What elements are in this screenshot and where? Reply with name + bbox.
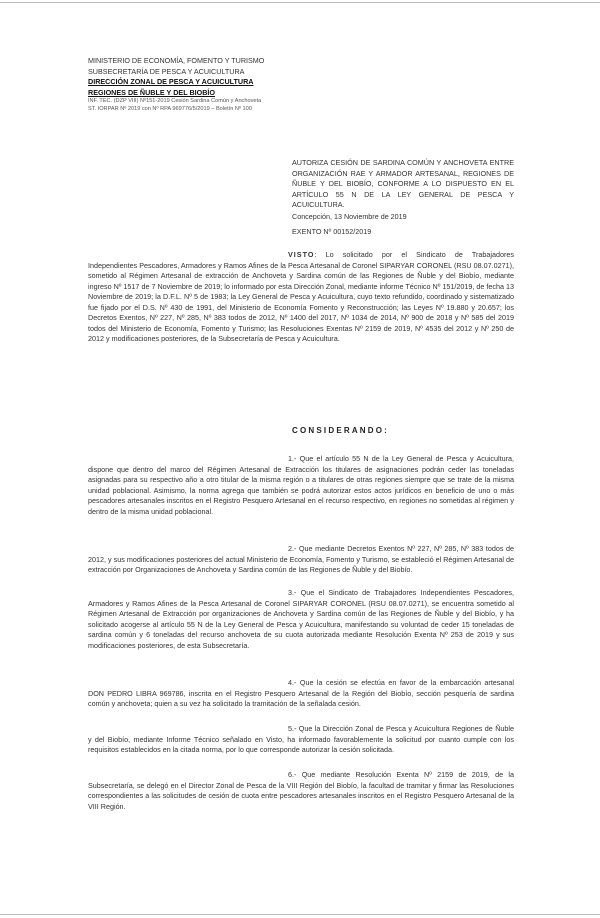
letterhead-ref-2: ST. IORPAR Nº 2019 con Nº RPA 969776/5/2019 – Boletín Nº 100 (88, 105, 252, 112)
considerando-5-text: 5.- Que la Dirección Zonal de Pesca y Acuicultura Regiones de Ñuble y del Biobío, mediante Informe Técnico señalado en Visto, ha informado favorablemente la solicitud por cuanto cumple con los requisitos establecidos en la citada norma, por lo que corresponde autorizar la cesión solicitada. (88, 724, 514, 754)
considerando-3 (88, 588, 514, 651)
exento-number: EXENTO Nº 00152/2019 (292, 227, 372, 236)
visto-label: VISTO (288, 250, 315, 259)
considerando-3-text: 3.- Que el Sindicato de Trabajadores Independientes Pescadores, Armadores y Ramos Afines de la Pesca Artesanal de Coronel SIPARYAR CORONEL (RSU 08.07.0271), se encuentra sometido al Régimen Artesanal de Extracción por organizaciones de Anchoveta y Sardina común de las Regiones de Ñuble y del Biobío, y ha solicitado acogerse al artículo 55 N de la Ley General de Pesca y Acuicultura, manifestando su voluntad de ceder 15 toneladas de sardina común y 6 toneladas del recurso anchoveta de su cuota autorizada mediante Resolución Exenta Nº 253 de 2019 y sus modificaciones posteriores, de esta Subsecretaría. (88, 588, 514, 650)
considerando-1 (88, 454, 514, 517)
considerando-4-text: 4.- Que la cesión se efectúa en favor de la embarcación artesanal DON PEDRO LIBRA 969786, inscrita en el Registro Pesquero Artesanal de la Región del Biobío, sección pesquería de sardina común y anchoveta; quien a su vez ha solicitado la tramitación de la señalada cesión. (88, 678, 514, 708)
considerando-2-text: 2.- Que mediante Decretos Exentos Nº 227, Nº 285, Nº 383 todos de 2012, y sus modificaciones posteriores del actual Ministerio de Economía, Fomento y Turismo, se estableció el Régimen Artesanal de extracción por Organizaciones de Anchoveta y Sardina común de las Regiones de Ñuble y del Biobío. (88, 544, 514, 574)
letterhead (88, 56, 278, 113)
letterhead-ministry: MINISTERIO DE ECONOMÍA, FOMENTO Y TURISMO (88, 56, 265, 65)
considerando-6 (88, 770, 514, 812)
place-date: Concepción, 13 Noviembre de 2019 (292, 212, 407, 221)
considerando-title: CONSIDERANDO: (292, 426, 390, 435)
scan-edge-bottom (0, 914, 600, 915)
considerando-5 (88, 724, 514, 756)
considerando-4 (88, 678, 514, 710)
visto-text: : Lo solicitado por el Sindicato de Trabajadores Independientes Pescadores, Armadores y Ramos Afines de la Pesca Artesanal de Coronel SIPARYAR CORONEL (RSU 08.07.0271), sometido al Régimen Artesanal de extracción de Anchoveta y Sardina común de las Regiones de Ñuble y del Biobío, mediante ingreso Nº 1517 de 7 Noviembre de 2019; lo informado por esta Dirección Zonal, mediante informe Técnico Nº 151/2019, de fecha 13 Noviembre de 2019; la D.F.L. Nº 5 de 1983; la Ley General de Pesca y Acuicultura, cuyo texto refundido, coordinado y sistematizado fue fijado por el D.S. Nº 430 de 1991, del Ministerio de Economía Fomento y Reconstrucción; las Leyes Nº 19.880 y 20.657; los Decretos Exentos, Nº 227, Nº 285, Nº 383 todos de 2012, Nº 1400 del 2017, Nº 1034 de 2014, Nº 900 de 2018 y Nº 585 del 2019 todos del Ministerio de Economía, Fomento y Turismo; las Resoluciones Exentas Nº 2159 de 2019, Nº 4535 del 2012 y Nº 250 de 2012 y modificaciones posteriores, de la Subsecretaría de Pesca y Acuicultura. (88, 250, 514, 343)
letterhead-subsecretaria: SUBSECRETARÍA DE PESCA Y ACUICULTURA (88, 66, 245, 76)
considerando-1-text: 1.- Que el artículo 55 N de la Ley General de Pesca y Acuicultura, dispone que dentro del marco del Régimen Artesanal de Extracción los titulares de asignaciones podrán ceder las toneladas asignadas para su respectivo año a otro titular de la misma región o a titulares de otras regiones siempre que se trate de la misma unidad poblacional. Asimismo, la norma agrega que también se podrá autorizar estos actos jurídicos en beneficio de uno o más pescadores artesanales inscritos en el Registro Pesquero Artesanal en el recurso respectivo, en regiones no sometidas al régimen y dentro de la misma unidad poblacional. (88, 454, 514, 516)
considerando-2 (88, 544, 514, 576)
scan-edge-top (0, 2, 600, 3)
letterhead-regiones: REGIONES DE ÑUBLE Y DEL BIOBÍO (88, 87, 216, 97)
letterhead-direccion: DIRECCIÓN ZONAL DE PESCA Y ACUICULTURA (88, 77, 254, 86)
considerando-6-text: 6.- Que mediante Resolución Exenta Nº 2159 de 2019, de la Subsecretaría, se delegó en el Director Zonal de Pesca de la VIII Región del Biobío, la facultad de tramitar y firmar las Resoluciones correspondientes a las solicitudes de cesión de cuota entre pescadores artesanales inscritos en el Registro Pesquero Artesanal de la VIII Región. (88, 770, 514, 811)
visto-paragraph (88, 250, 514, 345)
resolution-subject: AUTORIZA CESIÓN DE SARDINA COMÚN Y ANCHOVETA ENTRE ORGANIZACIÓN RAE Y ARMADOR ARTESANAL, REGIONES DE ÑUBLE Y DEL BIOBÍO, CONFORME A LO DISPUESTO EN EL ARTÍCULO 55 N DE LA LEY GENERAL DE PESCA Y ACUICULTURA. (292, 158, 514, 210)
letterhead-ref-1: INF. TEC. (DZP VIII) Nº151-2019 Cesión Sardina Común y Anchoveta (88, 98, 262, 104)
